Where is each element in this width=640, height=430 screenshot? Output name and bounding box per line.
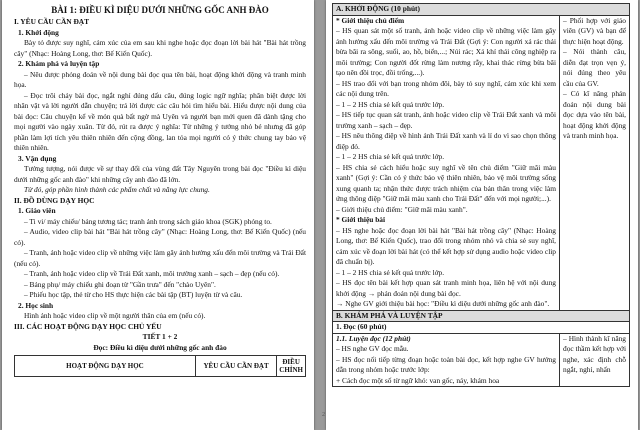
activity-line: – HS đọc tên bài kết hợp quan sát tranh minh họa, liên hệ với nội dung khởi động → phán đoán nội dung bài đọc. bbox=[336, 278, 556, 298]
requirement-line: – Phối hợp với giáo viên (GV) và bạn để thực hiện hoạt động. bbox=[563, 15, 626, 46]
subsection-heading: 1. Khởi động bbox=[18, 27, 59, 37]
centered-heading: Đọc: Điều kì diệu dưới những gốc anh đào bbox=[93, 342, 227, 352]
activity-line: + Cách đọc một số từ ngữ khó: van gốc, náy, khám hoa bbox=[336, 375, 500, 385]
activity-line: – HS chia sẻ cách hiểu hoặc suy nghĩ về tên chủ điểm "Giữ mãi màu xanh" (Gợi ý: Cần có ý thức bảo vệ thiên nhiên, bảo vệ môi trường sống xung quanh ta; nhận thức được trách nhiệm của bản thân trong việc làm ứng thông điệp "Giữ mãi màu xanh cho Trái Đất" đến với mọi người;...). bbox=[336, 162, 556, 203]
activity-line: – HS trao đổi với bạn trong nhóm đôi, bày tỏ suy nghĩ, cảm xúc khi xem các nội dung trên. bbox=[336, 78, 556, 98]
paragraph: Hình ảnh hoặc video clip về một người thân của em (nếu có). bbox=[24, 311, 206, 320]
paragraph: Bày tỏ được suy nghĩ, cảm xúc của em sau khi nghe hoặc đọc đoạn lời bài hát "Bài hát trồng cây" (Nhạc: Hoàng Long, thơ: Bế Kiến Quốc). bbox=[14, 38, 306, 58]
paragraph: – Bảng phụ/ máy chiếu ghi đoạn từ "Gần trưa" đến "chào Uyên". bbox=[24, 279, 216, 289]
paragraph: – Phiếu học tập, thẻ từ cho HS thực hiện các bài tập (BT) luyện từ và câu. bbox=[24, 290, 243, 299]
subsection-heading: 3. Vận dụng bbox=[18, 153, 57, 163]
activity-subheading: * Giới thiệu bài bbox=[336, 215, 386, 224]
activity-line: – HS đọc nối tiếp từng đoạn hoặc toàn bài đọc, kết hợp nghe GV hướng dẫn trong nhóm hoặc trước lớp: bbox=[336, 354, 556, 374]
lesson-title: BÀI 1: ĐIỀU KÌ DIỆU DƯỚI NHỮNG GỐC ANH ĐÀO bbox=[51, 5, 269, 15]
requirement-line: – Nói thành câu, diễn đạt trọn vẹn ý, nói đúng theo yêu cầu của GV. bbox=[563, 47, 626, 88]
section-heading: II. ĐỒ DÙNG DẠY HỌC bbox=[14, 195, 95, 205]
activity-line: – 1 – 2 HS chia sẻ kết quả trước lớp. bbox=[336, 267, 445, 277]
activity-line: – 1 – 2 HS chia sẻ kết quả trước lớp. bbox=[336, 152, 445, 161]
reading-activity-column bbox=[333, 334, 560, 387]
lesson-body bbox=[14, 17, 306, 353]
paragraph: Từ đó, góp phần hình thành các phẩm chất và năng lực chung. bbox=[24, 185, 210, 194]
requirement-line: – Có kĩ năng phán đoán nội dung bài đọc dựa vào tên bài, hoạt động khởi động và tranh minh họa. bbox=[563, 89, 626, 140]
page-number: 2 bbox=[322, 412, 325, 418]
column-header-adjustments: ĐIỀU CHỈNH bbox=[277, 356, 306, 377]
paragraph: – Đọc trôi chảy bài đọc, ngắt nghỉ đúng dấu câu, đúng logic ngữ nghĩa; phân biệt được lời nhân vật và lời người dẫn chuyện; trả lời được các câu hỏi tìm hiểu bài. Hiểu được nội dung của bài đọc: Câu chuyện kể về món quà bất ngờ mà Uyên và người bạn mới quen đã dành tặng cho mọi người vào ngày xuân. Từ đó, rút ra được ý nghĩa: Từ những ý tưởng nhỏ bé nhưng đã góp phần làm lợi tích yêu thiên nhiên đến cộng đồng, lan tỏa mọi người có ý thức chung tay bảo vệ thiên nhiên. bbox=[14, 90, 306, 152]
activity-column bbox=[333, 16, 560, 310]
document-page-right bbox=[326, 0, 638, 430]
activity-line: – HS nghe GV đọc mẫu. bbox=[336, 344, 409, 353]
paragraph: – Tranh, ảnh hoặc video clip về Trái Đất xanh, môi trường xanh – sạch – đẹp (nếu có). bbox=[24, 269, 280, 278]
activity-line: – Giới thiệu chủ điểm: "Giữ mãi màu xanh". bbox=[336, 204, 468, 214]
section-heading: I. YÊU CẦU CẦN ĐẠT bbox=[14, 17, 90, 26]
section-heading-explore: B. KHÁM PHÁ VÀ LUYỆN TẬP bbox=[332, 310, 630, 323]
section-heading-reading: 1. Đọc (60 phút) bbox=[332, 321, 630, 334]
activity-line: – HS quan sát một số tranh, ảnh hoặc video clip về những việc làm gây ảnh hưởng xấu đến môi trường và Trái Đất (Gợi ý: Con người xả rác thải bừa bãi ra sông, suối, ao, hồ, biển,...; Núi rác; Xả khí thải công nghiệp ra môi trường; Con người đốt rừng làm nương rẫy, khai thác rừng bừa bãi tạo nên đồi trọc, đồi trống,...). bbox=[336, 26, 556, 77]
paragraph: – Ti vi/ máy chiếu/ bảng tương tác; tranh ảnh trong sách giáo khoa (SGK) phóng to. bbox=[24, 216, 272, 226]
requirement-line: – Hình thành kĩ năng đọc thầm kết hợp với nghe, xác định chỗ ngắt, nghỉ, nhấn bbox=[563, 333, 626, 374]
centered-heading: TIẾT 1 + 2 bbox=[142, 332, 178, 341]
activity-subheading: 1.1. Luyện đọc (12 phút) bbox=[336, 333, 411, 343]
document-page-left bbox=[2, 0, 314, 430]
subsection-heading: 2. Học sinh bbox=[18, 300, 54, 310]
activity-line: → Nghe GV giới thiệu bài học: "Điều kì diệu dưới những gốc anh đào". bbox=[336, 299, 550, 308]
activity-table-header bbox=[14, 355, 306, 377]
section-heading-warmup: A. KHỞI ĐỘNG (10 phút) bbox=[332, 3, 630, 16]
column-header-activities: HOẠT ĐỘNG DẠY HỌC bbox=[15, 356, 196, 377]
paragraph: – Tranh, ảnh hoặc video clip về những việc làm gây ảnh hưởng xấu đến môi trường và Trái Đất (nếu có). bbox=[14, 248, 306, 268]
reading-table-row bbox=[332, 334, 630, 388]
paragraph: – Audio, video clip bài hát "Bài hát trồng cây" (Nhạc: Hoàng Long, thơ: Bế Kiến Quốc) (nếu có). bbox=[14, 227, 306, 247]
section-heading: III. CÁC HOẠT ĐỘNG DẠY HỌC CHỦ YẾU bbox=[14, 321, 162, 331]
activity-subheading: * Giới thiệu chủ điểm bbox=[336, 15, 405, 25]
subsection-heading: 1. Giáo viên bbox=[18, 206, 56, 215]
warmup-table-row bbox=[332, 16, 630, 311]
column-header-requirements: YÊU CẦU CẦN ĐẠT bbox=[195, 356, 276, 377]
activity-line: – HS tiếp tục quan sát tranh, ảnh hoặc video clip về Trái Đất xanh và môi trường xanh – sạch – đẹp. bbox=[336, 110, 556, 130]
paragraph: Tưởng tượng, nói được về sự thay đổi của vùng đất Tây Nguyên trong bài đọc "Điều kì diệu dưới những gốc anh đào" khi những cây anh đào đã lớn. bbox=[14, 164, 306, 184]
activity-line: – HS nêu thông điệp về hình ảnh Trái Đất xanh và lí do vì sao chọn thông điệp đó. bbox=[336, 131, 556, 151]
activity-line: – HS nghe hoặc đọc đoạn lời bài hát "Bài hát trồng cây" (Nhạc: Hoàng Long, thơ: Bế Kiến Quốc), trao đổi trong nhóm nhỏ và chia sẻ suy nghĩ, cảm xúc về đoạn lời bài hát (có thể kết hợp sử dụng audio hoặc video clip đã chuẩn bị). bbox=[336, 225, 556, 266]
subsection-heading: 2. Khám phá và luyện tập bbox=[18, 59, 100, 68]
activity-line: – 1 – 2 HS chia sẻ kết quả trước lớp. bbox=[336, 99, 445, 109]
paragraph: – Nêu được phỏng đoán về nội dung bài đọc qua tên bài, hoạt động khởi động và tranh minh họa. bbox=[14, 69, 306, 89]
reading-requirement-column bbox=[560, 334, 629, 387]
requirement-column bbox=[560, 16, 629, 310]
